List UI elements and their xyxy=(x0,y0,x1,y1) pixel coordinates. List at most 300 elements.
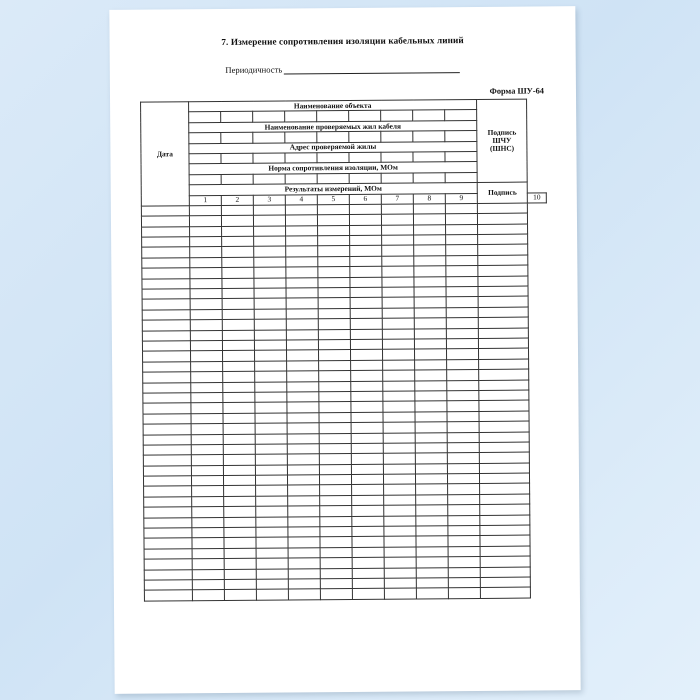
table-cell[interactable] xyxy=(382,297,414,308)
table-cell-date[interactable] xyxy=(143,434,191,445)
table-cell[interactable] xyxy=(221,216,253,227)
table-cell[interactable] xyxy=(447,359,479,370)
table-cell[interactable] xyxy=(479,452,529,463)
table-cell[interactable] xyxy=(224,496,256,507)
table-cell[interactable] xyxy=(190,278,222,289)
table-cell[interactable] xyxy=(448,525,480,536)
table-cell[interactable] xyxy=(414,339,446,350)
table-cell[interactable] xyxy=(415,391,447,402)
table-cell[interactable] xyxy=(383,370,415,381)
table-cell[interactable] xyxy=(416,515,448,526)
table-cell[interactable] xyxy=(318,236,350,247)
table-cell[interactable] xyxy=(350,298,382,309)
table-cell-date[interactable] xyxy=(142,247,190,258)
table-cell[interactable] xyxy=(192,538,224,549)
table-cell[interactable] xyxy=(254,236,286,247)
table-cell[interactable] xyxy=(192,590,224,601)
header-cell[interactable] xyxy=(189,153,221,164)
table-cell[interactable] xyxy=(256,558,288,569)
header-cell[interactable] xyxy=(189,174,221,185)
table-cell[interactable] xyxy=(445,214,477,225)
table-cell[interactable] xyxy=(350,318,382,329)
table-cell-date[interactable] xyxy=(141,216,189,227)
table-cell[interactable] xyxy=(384,536,416,547)
table-cell[interactable] xyxy=(222,288,254,299)
table-cell[interactable] xyxy=(415,453,447,464)
header-cell[interactable] xyxy=(317,132,349,143)
table-cell[interactable] xyxy=(255,382,287,393)
table-cell[interactable] xyxy=(190,268,222,279)
table-cell[interactable] xyxy=(383,443,415,454)
table-cell[interactable] xyxy=(384,505,416,516)
table-cell[interactable] xyxy=(287,412,319,423)
table-cell[interactable] xyxy=(319,464,351,475)
table-cell[interactable] xyxy=(414,287,446,298)
table-cell[interactable] xyxy=(320,495,352,506)
table-cell[interactable] xyxy=(478,328,528,339)
table-cell[interactable] xyxy=(224,590,256,601)
table-cell[interactable] xyxy=(382,266,414,277)
table-cell[interactable] xyxy=(382,308,414,319)
table-cell[interactable] xyxy=(319,443,351,454)
table-cell[interactable] xyxy=(479,400,529,411)
table-cell-date[interactable] xyxy=(143,382,191,393)
table-cell[interactable] xyxy=(287,423,319,434)
table-cell[interactable] xyxy=(383,391,415,402)
table-cell-date[interactable] xyxy=(142,320,190,331)
table-cell[interactable] xyxy=(287,475,319,486)
table-cell[interactable] xyxy=(351,422,383,433)
table-cell[interactable] xyxy=(191,392,223,403)
table-cell[interactable] xyxy=(255,402,287,413)
table-cell[interactable] xyxy=(191,351,223,362)
table-cell-date[interactable] xyxy=(144,559,192,570)
header-cell[interactable] xyxy=(317,173,349,184)
table-cell[interactable] xyxy=(351,360,383,371)
table-cell[interactable] xyxy=(224,527,256,538)
table-cell[interactable] xyxy=(447,463,479,474)
table-cell[interactable] xyxy=(320,485,352,496)
table-cell[interactable] xyxy=(416,484,448,495)
table-cell-date[interactable] xyxy=(143,465,191,476)
table-cell[interactable] xyxy=(254,340,286,351)
table-cell[interactable] xyxy=(320,526,352,537)
table-cell[interactable] xyxy=(478,245,528,256)
table-cell[interactable] xyxy=(447,380,479,391)
table-cell[interactable] xyxy=(478,265,528,276)
table-cell[interactable] xyxy=(480,525,530,536)
table-cell[interactable] xyxy=(415,443,447,454)
header-cell[interactable] xyxy=(445,110,477,121)
table-cell[interactable] xyxy=(446,245,478,256)
table-cell[interactable] xyxy=(416,546,448,557)
table-cell[interactable] xyxy=(351,443,383,454)
table-cell[interactable] xyxy=(382,235,414,246)
table-cell[interactable] xyxy=(190,237,222,248)
table-cell[interactable] xyxy=(319,412,351,423)
table-cell[interactable] xyxy=(383,401,415,412)
table-cell[interactable] xyxy=(224,517,256,528)
header-cell[interactable] xyxy=(189,133,221,144)
header-cell[interactable] xyxy=(285,153,317,164)
table-cell[interactable] xyxy=(287,464,319,475)
table-cell[interactable] xyxy=(255,475,287,486)
table-cell[interactable] xyxy=(286,236,318,247)
table-cell[interactable] xyxy=(223,465,255,476)
table-cell[interactable] xyxy=(320,516,352,527)
table-cell-date[interactable] xyxy=(143,403,191,414)
table-cell-date[interactable] xyxy=(142,226,190,237)
table-cell[interactable] xyxy=(288,516,320,527)
table-cell[interactable] xyxy=(256,485,288,496)
table-cell[interactable] xyxy=(191,476,223,487)
table-cell[interactable] xyxy=(255,361,287,372)
table-cell-date[interactable] xyxy=(142,258,190,269)
table-cell[interactable] xyxy=(222,278,254,289)
table-cell[interactable] xyxy=(191,403,223,414)
table-cell[interactable] xyxy=(256,548,288,559)
table-cell[interactable] xyxy=(288,485,320,496)
table-cell[interactable] xyxy=(224,569,256,580)
table-cell[interactable] xyxy=(384,568,416,579)
table-cell[interactable] xyxy=(350,225,382,236)
header-cell[interactable] xyxy=(285,111,317,122)
table-cell[interactable] xyxy=(478,286,528,297)
table-cell[interactable] xyxy=(478,307,528,318)
table-cell[interactable] xyxy=(446,255,478,266)
table-cell[interactable] xyxy=(287,433,319,444)
table-cell[interactable] xyxy=(223,403,255,414)
table-cell[interactable] xyxy=(192,496,224,507)
table-cell[interactable] xyxy=(319,402,351,413)
header-cell[interactable] xyxy=(413,152,445,163)
table-cell[interactable] xyxy=(288,568,320,579)
table-cell[interactable] xyxy=(480,484,530,495)
table-cell[interactable] xyxy=(286,329,318,340)
table-cell[interactable] xyxy=(255,371,287,382)
table-cell[interactable] xyxy=(223,413,255,424)
table-cell-date[interactable] xyxy=(143,413,191,424)
header-cell[interactable] xyxy=(381,110,413,121)
table-cell[interactable] xyxy=(416,588,448,599)
table-cell-date[interactable] xyxy=(141,206,189,217)
table-cell[interactable] xyxy=(414,266,446,277)
table-cell[interactable] xyxy=(319,381,351,392)
table-cell[interactable] xyxy=(317,204,349,215)
table-cell[interactable] xyxy=(224,486,256,497)
table-cell[interactable] xyxy=(384,516,416,527)
table-cell[interactable] xyxy=(285,205,317,216)
table-cell[interactable] xyxy=(415,380,447,391)
table-cell[interactable] xyxy=(319,371,351,382)
table-cell[interactable] xyxy=(446,276,478,287)
table-cell[interactable] xyxy=(254,298,286,309)
table-cell[interactable] xyxy=(318,298,350,309)
table-cell[interactable] xyxy=(286,267,318,278)
table-cell[interactable] xyxy=(352,485,384,496)
table-cell[interactable] xyxy=(351,370,383,381)
table-cell[interactable] xyxy=(384,588,416,599)
table-cell[interactable] xyxy=(286,288,318,299)
table-cell[interactable] xyxy=(288,558,320,569)
table-cell[interactable] xyxy=(414,235,446,246)
table-cell[interactable] xyxy=(318,308,350,319)
table-cell-date[interactable] xyxy=(144,590,192,601)
table-cell-date[interactable] xyxy=(143,372,191,383)
table-cell-date[interactable] xyxy=(144,486,192,497)
table-cell[interactable] xyxy=(447,422,479,433)
table-cell[interactable] xyxy=(416,557,448,568)
table-cell[interactable] xyxy=(447,411,479,422)
table-cell[interactable] xyxy=(382,329,414,340)
table-cell[interactable] xyxy=(222,299,254,310)
table-cell[interactable] xyxy=(286,309,318,320)
table-cell[interactable] xyxy=(319,433,351,444)
table-cell[interactable] xyxy=(254,288,286,299)
table-cell[interactable] xyxy=(287,381,319,392)
header-cell[interactable] xyxy=(349,173,381,184)
table-cell[interactable] xyxy=(480,567,530,578)
table-cell[interactable] xyxy=(256,579,288,590)
table-cell[interactable] xyxy=(480,535,530,546)
table-cell-date[interactable] xyxy=(142,310,190,321)
table-cell[interactable] xyxy=(350,308,382,319)
table-cell[interactable] xyxy=(288,547,320,558)
table-cell[interactable] xyxy=(446,328,478,339)
table-cell[interactable] xyxy=(446,224,478,235)
table-cell[interactable] xyxy=(350,256,382,267)
header-cell[interactable] xyxy=(381,152,413,163)
header-cell[interactable] xyxy=(285,173,317,184)
table-cell[interactable] xyxy=(221,205,253,216)
table-cell[interactable] xyxy=(446,297,478,308)
table-cell[interactable] xyxy=(192,559,224,570)
table-cell[interactable] xyxy=(382,287,414,298)
table-cell[interactable] xyxy=(190,288,222,299)
table-cell[interactable] xyxy=(191,382,223,393)
table-cell[interactable] xyxy=(223,382,255,393)
table-cell[interactable] xyxy=(192,527,224,538)
table-cell[interactable] xyxy=(190,320,222,331)
table-cell[interactable] xyxy=(383,474,415,485)
table-cell[interactable] xyxy=(320,558,352,569)
table-cell[interactable] xyxy=(349,204,381,215)
table-cell-date[interactable] xyxy=(143,361,191,372)
table-cell[interactable] xyxy=(414,328,446,339)
table-cell-date[interactable] xyxy=(144,580,192,591)
table-cell-date[interactable] xyxy=(143,424,191,435)
table-cell-date[interactable] xyxy=(143,351,191,362)
table-cell[interactable] xyxy=(415,359,447,370)
table-cell[interactable] xyxy=(351,402,383,413)
table-cell[interactable] xyxy=(414,318,446,329)
table-cell[interactable] xyxy=(445,203,477,214)
table-cell[interactable] xyxy=(351,453,383,464)
table-cell[interactable] xyxy=(222,319,254,330)
table-cell[interactable] xyxy=(381,214,413,225)
header-cell[interactable] xyxy=(285,132,317,143)
table-cell[interactable] xyxy=(480,504,530,515)
table-cell[interactable] xyxy=(318,319,350,330)
table-cell[interactable] xyxy=(224,548,256,559)
table-cell[interactable] xyxy=(254,330,286,341)
header-cell[interactable] xyxy=(349,152,381,163)
table-cell[interactable] xyxy=(253,215,285,226)
table-cell[interactable] xyxy=(448,567,480,578)
table-cell-date[interactable] xyxy=(142,268,190,279)
table-cell[interactable] xyxy=(222,309,254,320)
table-cell[interactable] xyxy=(382,349,414,360)
table-cell[interactable] xyxy=(286,319,318,330)
table-cell[interactable] xyxy=(254,257,286,268)
table-cell[interactable] xyxy=(286,277,318,288)
table-cell[interactable] xyxy=(254,309,286,320)
header-cell[interactable] xyxy=(413,131,445,142)
table-cell[interactable] xyxy=(190,247,222,258)
table-cell[interactable] xyxy=(448,536,480,547)
table-cell[interactable] xyxy=(288,496,320,507)
table-cell[interactable] xyxy=(480,494,530,505)
table-cell[interactable] xyxy=(448,546,480,557)
header-cell[interactable] xyxy=(317,152,349,163)
table-cell[interactable] xyxy=(383,422,415,433)
table-cell[interactable] xyxy=(286,298,318,309)
table-cell[interactable] xyxy=(478,224,528,235)
table-cell[interactable] xyxy=(479,411,529,422)
table-cell[interactable] xyxy=(189,205,221,216)
table-cell[interactable] xyxy=(287,402,319,413)
table-cell[interactable] xyxy=(318,339,350,350)
table-cell[interactable] xyxy=(480,515,530,526)
table-cell[interactable] xyxy=(287,350,319,361)
table-cell[interactable] xyxy=(254,319,286,330)
table-cell[interactable] xyxy=(190,309,222,320)
table-cell[interactable] xyxy=(478,255,528,266)
table-cell[interactable] xyxy=(192,517,224,528)
table-cell[interactable] xyxy=(256,527,288,538)
table-cell[interactable] xyxy=(192,507,224,518)
table-cell[interactable] xyxy=(384,484,416,495)
table-cell[interactable] xyxy=(223,434,255,445)
table-cell[interactable] xyxy=(191,465,223,476)
table-cell[interactable] xyxy=(320,506,352,517)
table-cell[interactable] xyxy=(318,277,350,288)
table-cell[interactable] xyxy=(223,444,255,455)
table-cell-date[interactable] xyxy=(143,476,191,487)
table-cell[interactable] xyxy=(189,216,221,227)
table-cell[interactable] xyxy=(416,578,448,589)
table-cell[interactable] xyxy=(414,224,446,235)
table-cell[interactable] xyxy=(352,547,384,558)
table-cell[interactable] xyxy=(190,226,222,237)
table-cell[interactable] xyxy=(286,225,318,236)
table-cell[interactable] xyxy=(414,349,446,360)
table-cell[interactable] xyxy=(319,475,351,486)
table-cell[interactable] xyxy=(352,537,384,548)
table-cell[interactable] xyxy=(415,422,447,433)
table-cell[interactable] xyxy=(448,577,480,588)
table-cell[interactable] xyxy=(318,267,350,278)
table-cell[interactable] xyxy=(319,360,351,371)
header-cell[interactable] xyxy=(221,132,253,143)
table-cell[interactable] xyxy=(287,371,319,382)
table-cell[interactable] xyxy=(351,381,383,392)
table-cell[interactable] xyxy=(479,369,529,380)
table-cell[interactable] xyxy=(480,473,530,484)
table-cell[interactable] xyxy=(352,557,384,568)
table-cell[interactable] xyxy=(351,391,383,402)
table-cell[interactable] xyxy=(415,474,447,485)
header-cell[interactable] xyxy=(253,174,285,185)
table-cell[interactable] xyxy=(448,588,480,599)
table-cell[interactable] xyxy=(413,214,445,225)
table-cell[interactable] xyxy=(287,392,319,403)
table-cell-date[interactable] xyxy=(144,507,192,518)
header-cell[interactable] xyxy=(445,151,477,162)
table-cell[interactable] xyxy=(191,413,223,424)
table-cell[interactable] xyxy=(222,236,254,247)
table-cell[interactable] xyxy=(256,496,288,507)
table-cell[interactable] xyxy=(255,392,287,403)
table-cell[interactable] xyxy=(224,558,256,569)
table-cell[interactable] xyxy=(382,225,414,236)
table-cell[interactable] xyxy=(478,234,528,245)
table-cell[interactable] xyxy=(190,257,222,268)
table-cell[interactable] xyxy=(414,308,446,319)
table-cell[interactable] xyxy=(352,526,384,537)
table-cell[interactable] xyxy=(253,205,285,216)
table-cell[interactable] xyxy=(351,464,383,475)
table-cell[interactable] xyxy=(384,526,416,537)
table-cell[interactable] xyxy=(415,411,447,422)
table-cell[interactable] xyxy=(350,287,382,298)
table-cell[interactable] xyxy=(382,256,414,267)
table-cell[interactable] xyxy=(416,505,448,516)
table-cell[interactable] xyxy=(255,423,287,434)
table-cell[interactable] xyxy=(192,579,224,590)
table-cell[interactable] xyxy=(415,463,447,474)
table-cell[interactable] xyxy=(191,361,223,372)
table-cell[interactable] xyxy=(286,257,318,268)
table-cell[interactable] xyxy=(446,338,478,349)
header-cell[interactable] xyxy=(189,112,221,123)
header-cell[interactable] xyxy=(381,131,413,142)
header-cell[interactable] xyxy=(445,131,477,142)
header-cell[interactable] xyxy=(413,172,445,183)
table-cell[interactable] xyxy=(223,423,255,434)
table-cell[interactable] xyxy=(222,247,254,258)
table-cell[interactable] xyxy=(384,547,416,558)
table-cell[interactable] xyxy=(479,432,529,443)
table-cell[interactable] xyxy=(255,454,287,465)
table-cell[interactable] xyxy=(256,569,288,580)
table-cell[interactable] xyxy=(382,339,414,350)
table-cell[interactable] xyxy=(319,454,351,465)
table-cell[interactable] xyxy=(319,391,351,402)
table-cell[interactable] xyxy=(254,278,286,289)
header-cell[interactable] xyxy=(381,173,413,184)
table-cell[interactable] xyxy=(318,350,350,361)
table-cell-date[interactable] xyxy=(142,278,190,289)
table-cell[interactable] xyxy=(479,421,529,432)
header-cell[interactable] xyxy=(221,153,253,164)
table-cell-date[interactable] xyxy=(144,569,192,580)
table-cell[interactable] xyxy=(254,246,286,257)
table-cell[interactable] xyxy=(352,568,384,579)
table-cell[interactable] xyxy=(350,266,382,277)
table-cell[interactable] xyxy=(351,474,383,485)
table-cell[interactable] xyxy=(222,330,254,341)
